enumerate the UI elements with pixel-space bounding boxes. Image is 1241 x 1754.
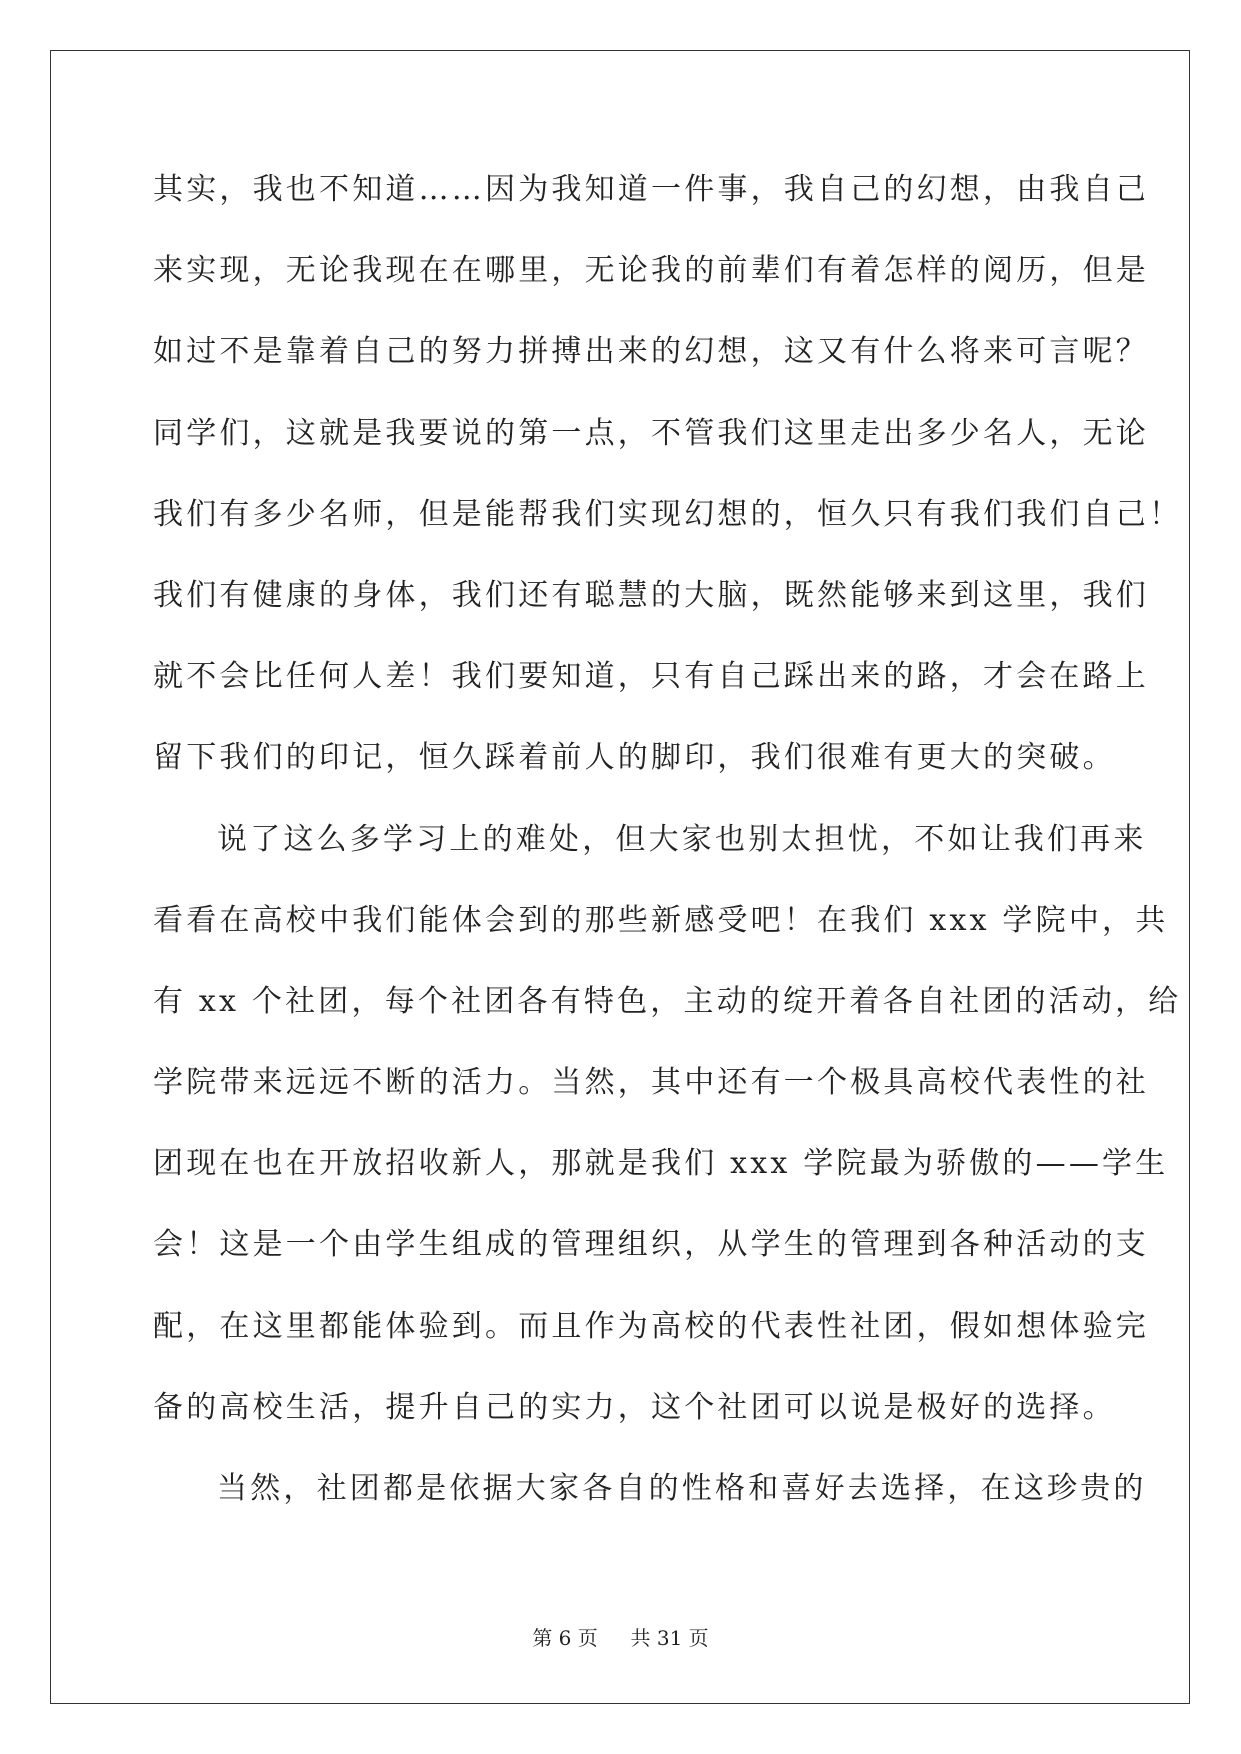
text-line: 看看在高校中我们能体会到的那些新感受吧！在我们 xxx 学院中，共	[153, 902, 1169, 938]
text-line: 就不会比任何人差！我们要知道，只有自己踩出来的路，才会在路上	[153, 659, 1149, 695]
text-line: 我们有多少名师，但是能帮我们实现幻想的，恒久只有我们我们自己！	[153, 496, 1183, 532]
text-line: 同学们，这就是我要说的第一点，不管我们这里走出多少名人，无论	[153, 415, 1149, 451]
text-line: 其实，我也不知道……因为我知道一件事，我自己的幻想，由我自己	[153, 172, 1149, 207]
text-line: 如过不是靠着自己的努力拼搏出来的幻想，这又有什么将来可言呢？	[153, 334, 1149, 370]
text-line: 留下我们的印记，恒久踩着前人的脚印，我们很难有更大的突破。	[153, 740, 1116, 776]
paragraph-start-line: 当然，社团都是依据大家各自的性格和喜好去选择，在这珍贵的	[217, 1471, 1147, 1506]
page-number: 第 6 页	[532, 1626, 598, 1650]
text-line: 会！这是一个由学生组成的管理组织，从学生的管理到各种活动的支	[153, 1227, 1149, 1263]
text-line: 备的高校生活，提升自己的实力，这个社团可以说是极好的选择。	[153, 1389, 1116, 1425]
document-body	[153, 162, 1183, 1542]
text-line: 团现在也在开放招收新人，那就是我们 xxx 学院最为骄傲的——学生	[153, 1146, 1169, 1182]
text-line: 有 xx 个社团，每个社团各有特色，主动的绽开着各自社团的活动，给	[153, 983, 1182, 1019]
total-pages: 共 31 页	[630, 1626, 709, 1650]
page-footer	[0, 1622, 1241, 1651]
text-line: 我们有健康的身体，我们还有聪慧的大脑，既然能够来到这里，我们	[153, 577, 1149, 613]
paragraph-start-line: 说了这么多学习上的难处，但大家也别太担忧，不如让我们再来	[217, 821, 1147, 857]
text-line: 学院带来远远不断的活力。当然，其中还有一个极具高校代表性的社	[153, 1065, 1149, 1101]
text-line: 来实现，无论我现在在哪里，无论我的前辈们有着怎样的阅历，但是	[153, 253, 1149, 289]
text-line: 配，在这里都能体验到。而且作为高校的代表性社团，假如想体验完	[153, 1308, 1149, 1344]
